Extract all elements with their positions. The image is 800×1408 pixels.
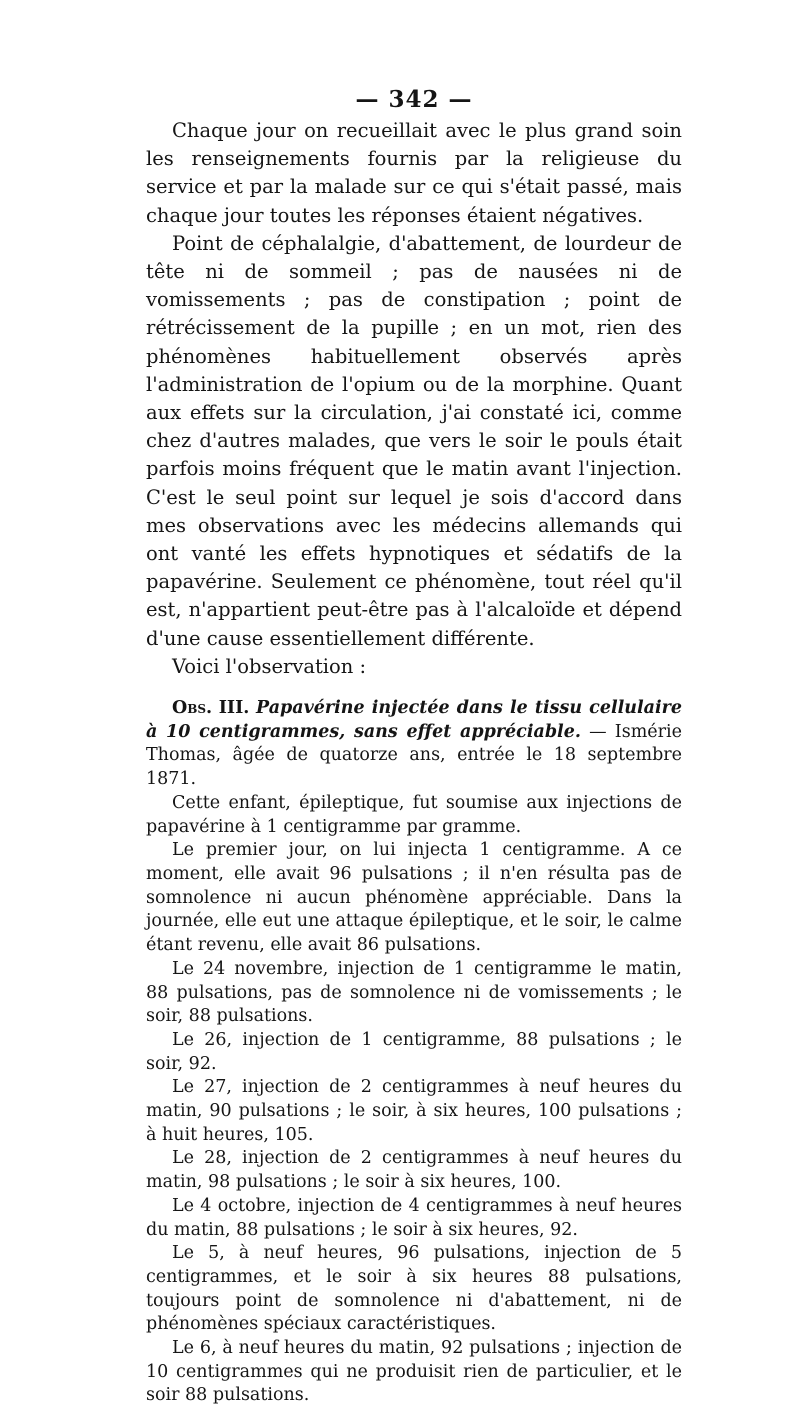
observation-title: Papavérine injectée dans le tissu cellulaire à 10 centigrammes, sans effet appréciable. [146, 698, 682, 742]
observation-section [146, 697, 682, 1408]
observation-number: III. [218, 698, 250, 719]
body-text [146, 117, 682, 681]
observation-heading [146, 697, 682, 792]
paragraph: Point de céphalalgie, d'abattement, de lourdeur de tête ni de sommeil ; pas de nausées ni de vomissements ; pas de constipation ; point de rétrécissement de la pupille ; en un mot, rien des phénomènes habituellement observés après l'administration de l'opium ou de la morphine. Quant aux effets sur la circulation, j'ai constaté ici, comme chez d'autres malades, que vers le soir le pouls était parfois moins fréquent que le matin avant l'injection. C'est le seul point sur lequel je sois d'accord dans mes observations avec les médecins allemands qui ont vanté les effets hypnotiques et sédatifs de la papavérine. Seulement ce phénomène, tout réel qu'il est, n'appartient peut-être pas à l'alcaloïde et dépend d'une cause essentiellement différente. [146, 231, 682, 650]
observation-paragraph: Le 4 octobre, injection de 4 centigrammes à neuf heures du matin, 88 pulsations ; le soir à six heures, 92. [146, 1195, 682, 1240]
observation-paragraph: Le 5, à neuf heures, 96 pulsations, injection de 5 centigrammes, et le soir à six heures 88 pulsations, toujours point de somnolence ni d'abattement, ni de phénomènes spéciaux caractéristiques. [146, 1243, 682, 1335]
paragraph: Voici l'observation : [172, 654, 367, 678]
page-number: — 342 — [355, 86, 473, 113]
paragraph: Chaque jour on recueillait avec le plus grand soin les renseignements fournis par la religieuse du service et par la malade sur ce qui s'était passé, mais chaque jour toutes les réponses étaient négatives. [146, 119, 682, 227]
observation-paragraph: Le 27, injection de 2 centigrammes à neuf heures du matin, 90 pulsations ; le soir, à six heures, 100 pulsations ; à huit heures, 105. [146, 1077, 682, 1145]
observation-paragraph: Le 24 novembre, injection de 1 centigramme le matin, 88 pulsations, pas de somnolence ni de vomissements ; le soir, 88 pulsations. [146, 958, 682, 1027]
observation-label: Obs. [172, 698, 213, 719]
observation-paragraph: Le 26, injection de 1 centigramme, 88 pulsations ; le soir, 92. [146, 1029, 682, 1074]
observation-intro: — Ismérie Thomas, âgée de quatorze ans, entrée le 18 septembre 1871. [146, 721, 682, 790]
observation-paragraph: Le 6, à neuf heures du matin, 92 pulsations ; injection de 10 centigrammes qui ne produisit rien de particulier, et le soir 88 pulsations. [146, 1338, 682, 1406]
observation-paragraph: Le premier jour, on lui injecta 1 centigramme. A ce moment, elle avait 96 pulsations ; il n'en résulta pas de somnolence ni aucun phénomène appréciable. Dans la journée, elle eut une attaque épileptique, et le soir, le calme étant revenu, elle avait 86 pulsations. [146, 840, 682, 956]
observation-paragraph: Le 28, injection de 2 centigrammes à neuf heures du matin, 98 pulsations ; le soir à six heures, 100. [146, 1148, 682, 1193]
observation-paragraph: Cette enfant, épileptique, fut soumise aux injections de papavérine à 1 centigramme par gramme. [146, 792, 682, 837]
